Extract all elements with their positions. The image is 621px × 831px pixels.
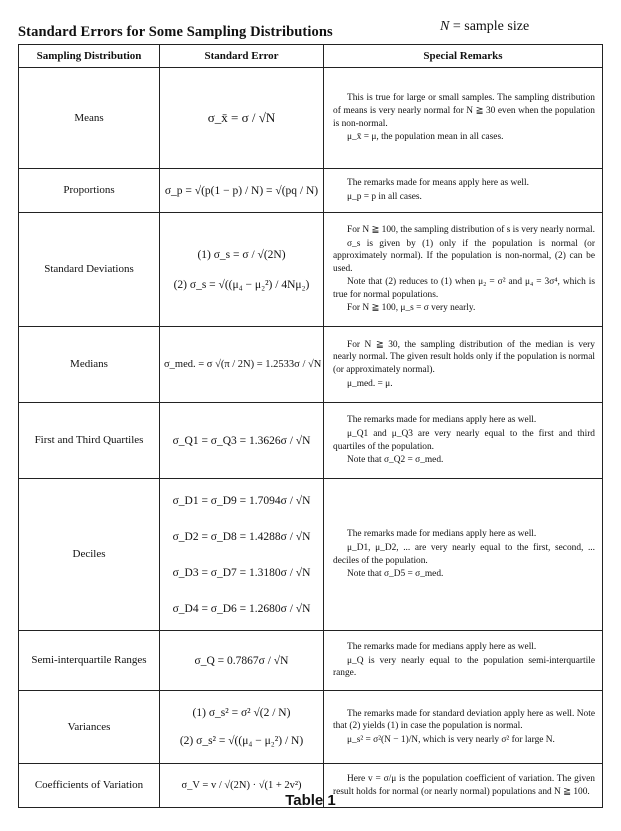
remark-text: For N ≧ 100, the sampling distribution of s is very nearly normal.	[347, 224, 595, 235]
remark-text: μ_Q is very nearly equal to the population semi-interquartile range.	[333, 655, 595, 679]
remark-text: σ_s is given by (1) only if the population is normal (or approximately normal). If the population is non-normal, (2) can be used.	[333, 238, 595, 274]
formula: σ_med. = σ √(π / 2N) = 1.2533σ / √N	[164, 358, 322, 370]
distribution-name: Variances	[19, 691, 160, 764]
formula-cell	[160, 479, 324, 631]
table-row	[19, 327, 603, 403]
table-row	[19, 169, 603, 213]
distribution-name: Proportions	[19, 169, 160, 213]
remark-text: The remarks made for standard deviation apply here as well. Note that (2) yields (1) in case the population is normal.	[333, 708, 595, 732]
formula: σ_D1 = σ_D9 = 1.7094σ / √N	[172, 494, 311, 507]
formula: σ_Q = 0.7867σ / √N	[194, 654, 289, 667]
remark-text: μ_p = p in all cases.	[347, 192, 422, 202]
table-row	[19, 631, 603, 691]
remark-text: Note that σ_D5 = σ_med.	[347, 569, 444, 580]
remark-text: The remarks made for medians apply here as well.	[347, 642, 537, 653]
remark-text: Here v = σ/μ is the population coefficient of variation. The given result holds for normal (or nearly normal) populations and N ≧ 100.	[333, 773, 595, 797]
remark-text: The remarks made for means apply here as well.	[347, 178, 529, 189]
table-row	[19, 213, 603, 327]
table-row	[19, 479, 603, 631]
remark-text: The remarks made for medians apply here as well.	[347, 529, 537, 540]
distribution-name: Means	[19, 68, 160, 169]
remark-text: μ_med. = μ.	[347, 378, 393, 389]
remark-cell	[324, 68, 603, 169]
distribution-name: Standard Deviations	[19, 213, 160, 327]
formula: (2) σ_s² = √((μ₄ − μ₂²) / N)	[179, 735, 304, 747]
remark-text: Note that (2) reduces to (1) when μ₂ = σ² and μ₄ = 3σ⁴, which is true for normal populations.	[333, 277, 595, 300]
document-title: Standard Errors for Some Sampling Distributions	[18, 24, 333, 40]
distribution-name: First and Third Quartiles	[19, 403, 160, 479]
formula: (2) σ_s = √((μ₄ − μ₂²) / 4Nμ₂)	[173, 278, 310, 291]
note-text: = sample size	[449, 19, 530, 34]
remark-cell	[324, 327, 603, 403]
formula: σ_x̄ = σ / √N	[207, 110, 276, 125]
header-special-remarks: Special Remarks	[324, 45, 603, 68]
formula-cell	[160, 68, 324, 169]
distribution-name: Deciles	[19, 479, 160, 631]
remark-cell	[324, 213, 603, 327]
formula: σ_D2 = σ_D8 = 1.4288σ / √N	[172, 530, 311, 543]
remark-text: For N ≧ 100, μ_s = σ very nearly.	[347, 303, 476, 314]
remark-cell	[324, 403, 603, 479]
formula-cell	[160, 403, 324, 479]
remark-cell	[324, 169, 603, 213]
remark-text: μ_D1, μ_D2, ... are very nearly equal to the first, second, ... deciles of the population.	[333, 542, 595, 566]
formula: σ_V = v / √(2N) · √(1 + 2v²)	[181, 779, 302, 791]
remark-text: μ_Q1 and μ_Q3 are very nearly equal to the first and third quartiles of the population.	[333, 428, 595, 452]
formula: σ_p = √(p(1 − p) / N) = √(pq / N)	[164, 184, 319, 197]
sample-size-note	[440, 19, 529, 35]
table-row	[19, 403, 603, 479]
formula: σ_D3 = σ_D7 = 1.3180σ / √N	[172, 566, 311, 579]
formula-cell	[160, 327, 324, 403]
remark-text: This is true for large or small samples. The sampling distribution of means is very nearly normal for N ≧ 30 even when the population is non-normal.	[333, 93, 595, 129]
formula: (1) σ_s = σ / √(2N)	[197, 248, 286, 261]
remark-cell	[324, 479, 603, 631]
remark-text: For N ≧ 30, the sampling distribution of the median is very nearly normal. The given result holds only if the population is normal (or approximately normal).	[333, 339, 595, 375]
standard-errors-table	[18, 44, 603, 808]
note-symbol: N	[440, 19, 450, 34]
formula-cell	[160, 169, 324, 213]
remark-cell	[324, 631, 603, 691]
distribution-name: Semi-interquartile Ranges	[19, 631, 160, 691]
formula: σ_Q1 = σ_Q3 = 1.3626σ / √N	[172, 434, 311, 447]
remark-text: μ_x̄ = μ, the population mean in all cases.	[347, 132, 504, 143]
table-caption: Table 1	[285, 792, 336, 809]
formula-cell	[160, 691, 324, 764]
formula: (1) σ_s² = σ² √(2 / N)	[192, 707, 291, 719]
remark-cell	[324, 691, 603, 764]
distribution-name: Coefficients of Variation	[19, 764, 160, 808]
table-row	[19, 68, 603, 169]
remark-text: Note that σ_Q2 = σ_med.	[347, 455, 444, 466]
header-standard-error: Standard Error	[160, 45, 324, 68]
header-row	[19, 45, 603, 68]
remark-text: The remarks made for medians apply here as well.	[347, 415, 537, 426]
table-row	[19, 691, 603, 764]
formula-cell	[160, 213, 324, 327]
formula-cell	[160, 631, 324, 691]
remark-text: μ_s² = σ²(N − 1)/N, which is very nearly σ² for large N.	[347, 734, 555, 745]
header-sampling-distribution: Sampling Distribution	[19, 45, 160, 68]
distribution-name: Medians	[19, 327, 160, 403]
formula: σ_D4 = σ_D6 = 1.2680σ / √N	[172, 602, 311, 615]
